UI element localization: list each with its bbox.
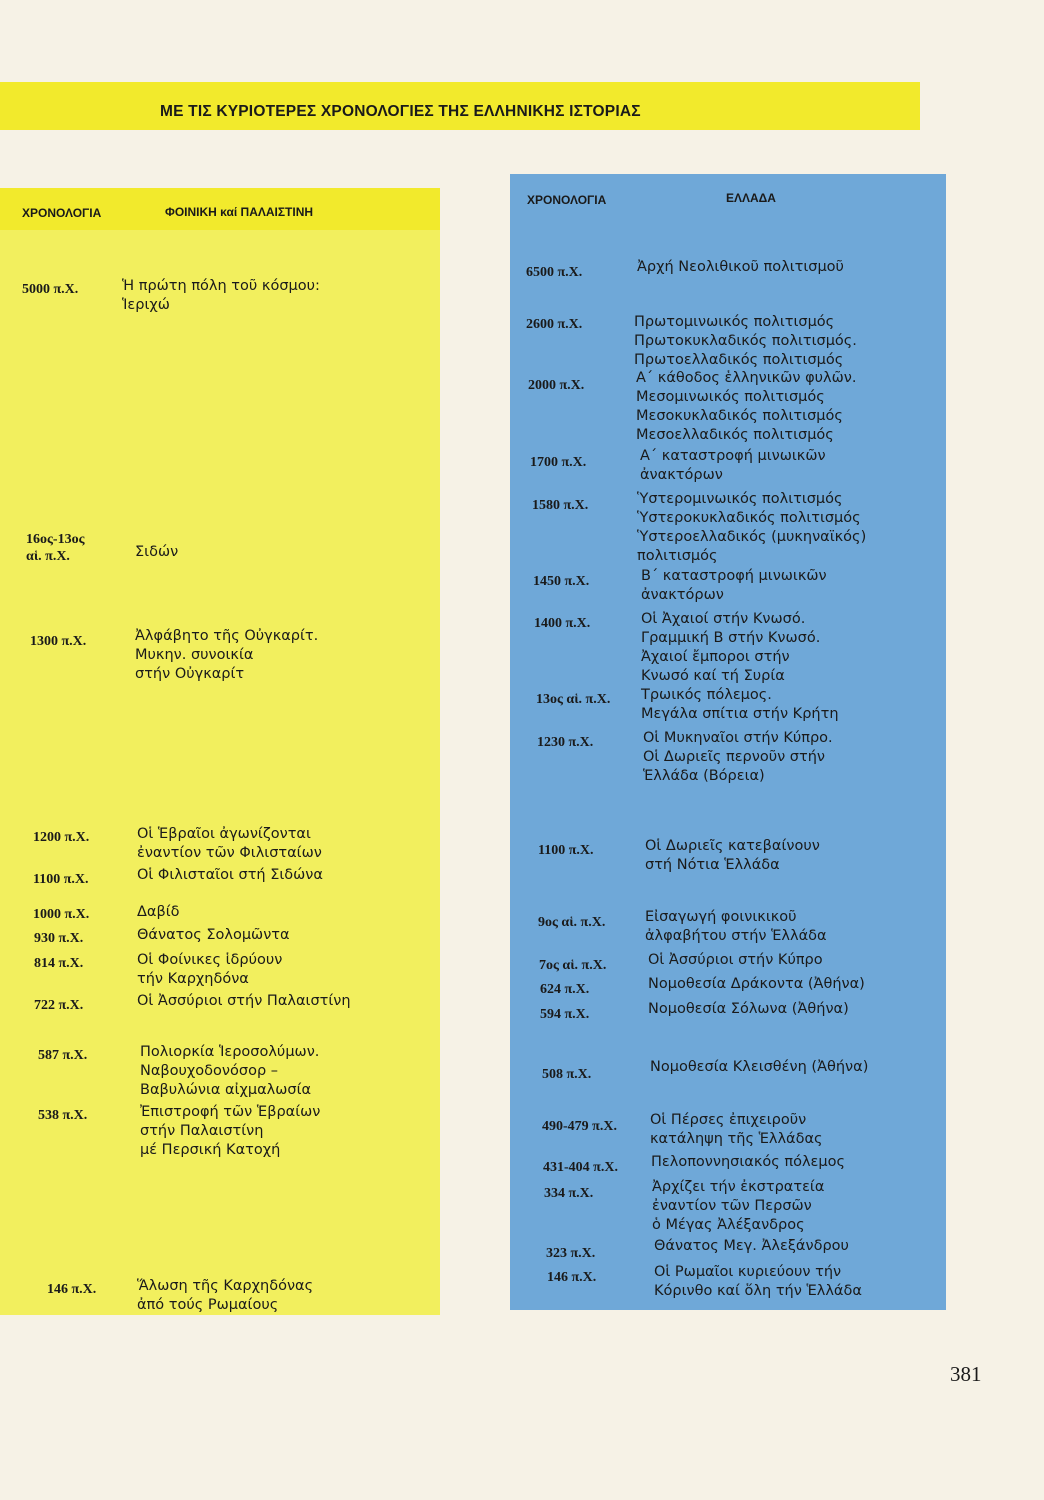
left-row-date: 814 π.Χ. bbox=[34, 956, 84, 971]
left-row-event bbox=[137, 1277, 313, 1315]
right-row-date: 2600 π.Χ. bbox=[526, 317, 583, 332]
right-row-date: 13ος αἱ. π.Χ. bbox=[536, 692, 611, 707]
right-row-event bbox=[641, 686, 839, 724]
right-row-event-line: Μεσομινωικός πολιτισμός bbox=[636, 389, 825, 405]
right-row-event bbox=[643, 729, 833, 786]
right-row-event-line: ἀνακτόρων bbox=[641, 587, 724, 603]
right-row-event bbox=[648, 975, 865, 994]
left-row-event-line: Ἱεριχώ bbox=[122, 297, 170, 313]
right-row-event-line: Κνωσό καί τή Συρία bbox=[641, 668, 785, 684]
right-row-event-line: Μεσοελλαδικός πολιτισμός bbox=[636, 427, 834, 443]
left-row-event-line: Οἱ Φοίνικες ἱδρύουν bbox=[137, 952, 283, 968]
right-row-event-line: ἀλφαβήτου στήν Ἑλλάδα bbox=[645, 928, 827, 944]
right-row-event-line: πολιτισμός bbox=[637, 548, 718, 564]
left-row-date: 1200 π.Χ. bbox=[33, 830, 90, 845]
right-row-date: 1400 π.Χ. bbox=[534, 616, 591, 631]
right-row-event-line: κατάληψη τῆς Ἑλλάδας bbox=[650, 1131, 823, 1147]
right-row-event bbox=[645, 908, 827, 946]
left-row-event-line: Σιδών bbox=[135, 544, 179, 560]
right-row-date: 334 π.Χ. bbox=[544, 1186, 594, 1201]
left-row-event-line: στήν Παλαιστίνη bbox=[140, 1123, 264, 1139]
left-row-event-line: Βαβυλώνια αἰχμαλωσία bbox=[140, 1082, 312, 1098]
left-row-event bbox=[140, 1043, 319, 1100]
right-header-region: ΕΛΛΑΔΑ bbox=[726, 191, 776, 205]
right-row-event-line: Πελοποννησιακός πόλεμος bbox=[651, 1154, 846, 1170]
right-row-event-line: Πρωτομινωικός πολιτισμός bbox=[634, 314, 835, 330]
right-row-date: 1100 π.Χ. bbox=[538, 843, 594, 858]
right-row-event-line: Β΄ καταστροφή μινωικῶν bbox=[641, 568, 827, 584]
left-row-date: 930 π.Χ. bbox=[34, 931, 84, 946]
right-row-event-line: Πρωτοελλαδικός πολιτισμός bbox=[634, 352, 844, 368]
right-row-event bbox=[648, 1000, 849, 1019]
left-header-date: ΧΡΟΝΟΛΟΓΙΑ bbox=[22, 206, 102, 220]
left-row-event-line: Ναβουχοδονόσορ – bbox=[140, 1063, 279, 1079]
right-row-event-line: Γραμμική Β στήν Κνωσό. bbox=[641, 630, 821, 646]
right-row-event bbox=[650, 1058, 868, 1077]
right-row-event-line: Οἱ Πέρσες ἐπιχειροῦν bbox=[650, 1112, 807, 1128]
left-row-event-line: Ἡ πρώτη πόλη τοῦ κόσμου: bbox=[122, 278, 320, 294]
right-row-event-line: Οἱ Δωριεῖς περνοῦν στήν bbox=[643, 749, 826, 765]
right-row-event bbox=[652, 1178, 824, 1235]
left-row-event-line: Πολιορκία Ἱεροσολύμων. bbox=[140, 1044, 320, 1060]
right-row-date: 146 π.Χ. bbox=[547, 1270, 597, 1285]
right-row-event-line: Τρωικός πόλεμος. bbox=[641, 687, 772, 703]
left-row-event-line: τήν Καρχηδόνα bbox=[137, 971, 249, 987]
left-row-event-line: Μυκην. συνοικία bbox=[135, 647, 254, 663]
right-row-date: 1230 π.Χ. bbox=[537, 735, 594, 750]
left-row-event-line: Θάνατος Σολομῶντα bbox=[137, 927, 290, 943]
left-row-date: 146 π.Χ. bbox=[47, 1282, 97, 1297]
left-row-event-line: στήν Οὐγκαρίτ bbox=[135, 666, 245, 682]
right-row-date: 594 π.Χ. bbox=[540, 1007, 590, 1022]
right-row-event bbox=[650, 1111, 823, 1149]
right-row-date: 323 π.Χ. bbox=[546, 1246, 596, 1261]
left-row-event-line: Δαβίδ bbox=[137, 904, 180, 920]
left-row-event bbox=[137, 992, 351, 1011]
right-row-event bbox=[636, 369, 856, 445]
right-row-date: 508 π.Χ. bbox=[542, 1067, 592, 1082]
right-row-date: 1450 π.Χ. bbox=[533, 574, 590, 589]
right-row-event-line: Οἱ Ἀσσύριοι στήν Κύπρο bbox=[648, 952, 823, 968]
left-row-event-line: Ἅλωση τῆς Καρχηδόνας bbox=[137, 1278, 314, 1294]
left-row-date-line: αἱ. π.Χ. bbox=[26, 549, 70, 564]
left-row-event-line: μέ Περσική Κατοχή bbox=[140, 1142, 281, 1158]
left-row-event-line: Οἱ Ἑβραῖοι ἀγωνίζονται bbox=[137, 826, 311, 842]
right-row-event bbox=[645, 837, 820, 875]
left-row-event bbox=[137, 926, 290, 945]
left-row-date-line: 16ος-13ος bbox=[26, 532, 85, 547]
right-row-date: 6500 π.Χ. bbox=[526, 265, 583, 280]
left-row-event bbox=[140, 1103, 320, 1160]
right-row-date: 9ος αἱ. π.Χ. bbox=[538, 915, 606, 930]
left-row-event-line: Οἱ Φιλισταῖοι στή Σιδώνα bbox=[137, 867, 323, 883]
right-row-date: 1700 π.Χ. bbox=[530, 455, 587, 470]
left-row-event bbox=[137, 866, 323, 885]
right-row-event-line: ἀνακτόρων bbox=[640, 467, 723, 483]
right-row-event bbox=[648, 951, 823, 970]
right-row-event-line: Ὑστερομινωικός πολιτισμός bbox=[637, 491, 843, 507]
right-row-event bbox=[654, 1263, 862, 1301]
left-row-date: 587 π.Χ. bbox=[38, 1048, 88, 1063]
left-row-date: 5000 π.Χ. bbox=[22, 282, 79, 297]
right-row-event-line: Ἀρχίζει τήν ἐκστρατεία bbox=[652, 1179, 825, 1195]
right-row-date: 7ος αἱ. π.Χ. bbox=[539, 958, 607, 973]
left-row-event bbox=[137, 825, 322, 863]
right-row-event-line: Ὑστεροκυκλαδικός πολιτισμός bbox=[637, 510, 861, 526]
left-row-event bbox=[137, 951, 282, 989]
left-row-date: 538 π.Χ. bbox=[38, 1108, 88, 1123]
right-row-event-line: Α΄ καταστροφή μινωικῶν bbox=[640, 448, 826, 464]
left-row-date: 1100 π.Χ. bbox=[33, 872, 89, 887]
right-row-event bbox=[637, 490, 866, 566]
right-row-date: 624 π.Χ. bbox=[540, 982, 590, 997]
left-row-event bbox=[135, 627, 318, 684]
left-row-event-line: Ἀλφάβητο τῆς Οὐγκαρίτ. bbox=[135, 628, 319, 644]
right-row-event bbox=[634, 313, 857, 370]
right-row-event-line: Νομοθεσία Δράκοντα (Ἀθήνα) bbox=[648, 976, 865, 992]
left-row-event-line: ἀπό τούς Ρωμαίους bbox=[137, 1297, 279, 1313]
right-row-event-line: Νομοθεσία Κλεισθένη (Ἀθήνα) bbox=[650, 1059, 869, 1075]
right-row-event-line: Οἱ Δωριεῖς κατεβαίνουν bbox=[645, 838, 820, 854]
left-row-date bbox=[26, 531, 84, 565]
right-row-event bbox=[637, 258, 844, 277]
right-row-event bbox=[654, 1237, 849, 1256]
right-row-event-line: Οἱ Ρωμαῖοι κυριεύουν τήν bbox=[654, 1264, 842, 1280]
left-row-event-line: Οἱ Ἀσσύριοι στήν Παλαιστίνη bbox=[137, 993, 351, 1009]
right-row-event-line: Θάνατος Μεγ. Ἀλεξάνδρου bbox=[654, 1238, 849, 1254]
right-row-event-line: Α΄ κάθοδος ἑλληνικῶν φυλῶν. bbox=[636, 370, 857, 386]
right-row-date: 2000 π.Χ. bbox=[528, 378, 585, 393]
right-row-event bbox=[651, 1153, 845, 1172]
right-row-event-line: Μεγάλα σπίτια στήν Κρήτη bbox=[641, 706, 839, 722]
right-row-event-line: στή Νότια Ἑλλάδα bbox=[645, 857, 780, 873]
page-title: ΜΕ ΤΙΣ ΚΥΡΙΟΤΕΡΕΣ ΧΡΟΝΟΛΟΓΙΕΣ ΤΗΣ ΕΛΛΗΝΙΚΗΣ ΙΣΤΟΡΙΑΣ bbox=[160, 103, 641, 120]
right-row-date: 431-404 π.Χ. bbox=[543, 1160, 618, 1175]
right-row-event-line: Ἀρχή Νεολιθικοῦ πολιτισμοῦ bbox=[637, 259, 844, 275]
right-row-event-line: Νομοθεσία Σόλωνα (Ἀθήνα) bbox=[648, 1001, 849, 1017]
right-row-event-line: Ἀχαιοί ἔμποροι στήν bbox=[641, 649, 790, 665]
right-row-event-line: Οἱ Μυκηναῖοι στήν Κύπρο. bbox=[643, 730, 833, 746]
right-row-event bbox=[641, 567, 827, 605]
left-row-date: 1300 π.Χ. bbox=[30, 634, 87, 649]
right-row-event-line: Ὑστεροελλαδικός (μυκηναϊκός) bbox=[637, 529, 867, 545]
right-row-date: 490-479 π.Χ. bbox=[542, 1119, 617, 1134]
right-row-event-line: Ἑλλάδα (Βόρεια) bbox=[643, 768, 765, 784]
left-row-date: 1000 π.Χ. bbox=[33, 907, 90, 922]
left-row-date: 722 π.Χ. bbox=[34, 998, 84, 1013]
page-number: 381 bbox=[950, 1362, 982, 1386]
right-row-event-line: ὁ Μέγας Ἀλέξανδρος bbox=[652, 1217, 805, 1233]
left-row-event bbox=[122, 277, 320, 315]
right-row-event-line: Οἱ Ἀχαιοί στήν Κνωσό. bbox=[641, 611, 806, 627]
right-row-event-line: ἐναντίον τῶν Περσῶν bbox=[652, 1198, 812, 1214]
left-header-region: ΦΟΙΝΙΚΗ καί ΠΑΛΑΙΣΤΙΝΗ bbox=[165, 205, 314, 219]
right-row-date: 1580 π.Χ. bbox=[532, 498, 589, 513]
right-row-event-line: Εἰσαγωγή φοινικικοῦ bbox=[645, 909, 797, 925]
right-header-date: ΧΡΟΝΟΛΟΓΙΑ bbox=[527, 193, 607, 207]
left-row-event bbox=[135, 543, 178, 562]
left-row-event-line: Ἐπιστροφή τῶν Ἑβραίων bbox=[140, 1104, 321, 1120]
right-row-event bbox=[641, 610, 820, 686]
right-row-event-line: Μεσοκυκλαδικός πολιτισμός bbox=[636, 408, 843, 424]
left-row-event bbox=[137, 903, 180, 922]
left-row-event-line: ἐναντίον τῶν Φιλισταίων bbox=[137, 845, 322, 861]
right-row-event-line: Πρωτοκυκλαδικός πολιτισμός. bbox=[634, 333, 857, 349]
right-row-event-line: Κόρινθο καί ὅλη τήν Ἑλλάδα bbox=[654, 1283, 862, 1299]
right-row-event bbox=[640, 447, 826, 485]
